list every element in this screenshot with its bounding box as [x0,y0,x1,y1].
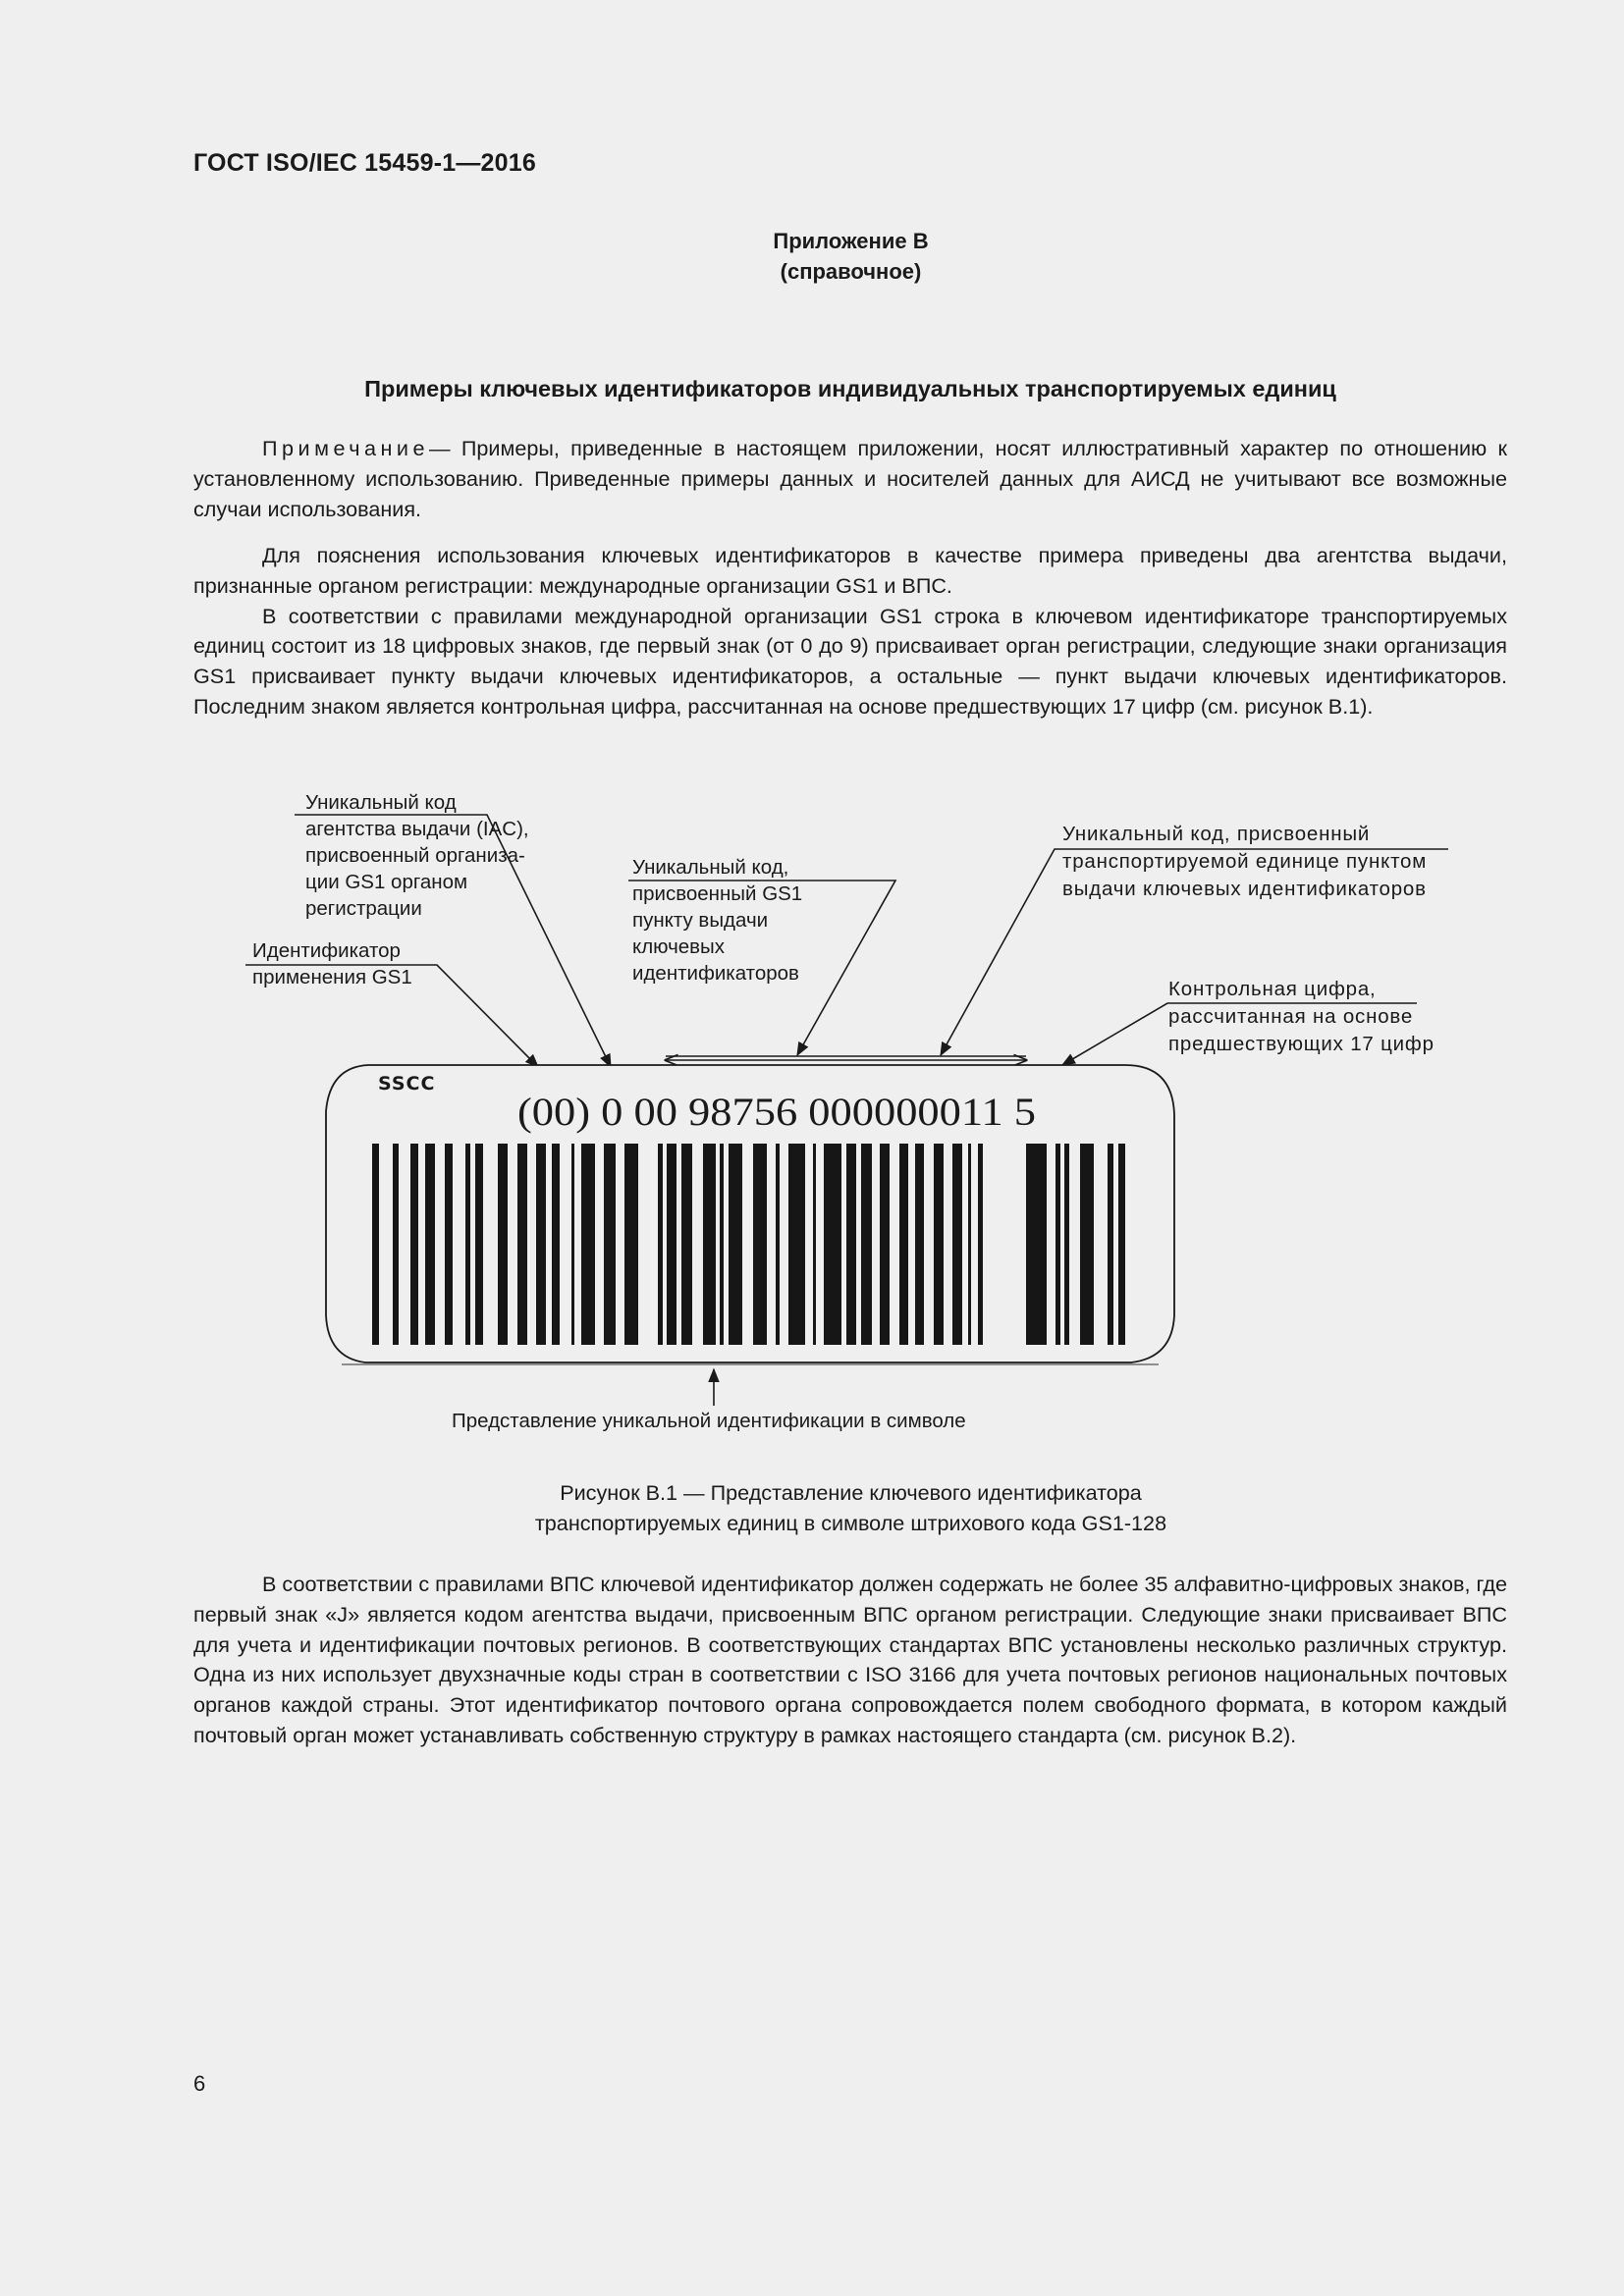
label-company-prefix [628,856,895,1055]
svg-text:применения GS1: применения GS1 [252,966,412,988]
svg-text:ключевых: ключевых [632,935,726,958]
svg-text:выдачи ключевых идентификаторо: выдачи ключевых идентификаторов [1062,878,1427,900]
svg-text:рассчитанная на основе: рассчитанная на основе [1168,1005,1414,1028]
annex-type: (справочное) [780,259,922,284]
figure-caption-line1: Рисунок В.1 — Представление ключевого идентификатора [560,1480,1142,1505]
svg-text:Контрольная цифра,: Контрольная цифра, [1168,978,1377,1000]
svg-text:Уникальный код, присвоенный: Уникальный код, присвоенный [1062,823,1371,845]
label-iac [295,791,611,1067]
note-text: — Примеры, приведенные в настоящем приложении, носят иллюстративный характер по отношению к установленному использованию. Приведенные примеры данных и носителей данных для АИСД не учитывают все возможные случаи использования. [193,436,1507,521]
human-readable-text: (00) 0 00 98756 000000011 5 [517,1090,1036,1134]
paragraph-2: В соответствии с правилами международной организации GS1 строка в ключевом идентификаторе транспортируемых единиц состоит из 18 цифровых знаков, где первый знак (от 0 до 9) присваивает орган регистрации, следующие знаки организация GS1 присваивает пункту выдачи ключевых идентификаторов, а остальные — пункт выдачи ключевых идентификаторов. Последним знаком является контрольная цифра, рассчитанная на основе предшествующих 17 цифр (см. рисунок В.1). [193,603,1507,719]
svg-text:пункту выдачи: пункту выдачи [632,909,769,932]
label-check-digit [1062,978,1435,1065]
section-title: Примеры ключевых идентификаторов индивидуальных транспортируемых единиц [364,376,1336,401]
svg-text:присвоенный GS1: присвоенный GS1 [632,882,803,905]
paragraph-1: Для пояснения использования ключевых идентификаторов в качестве примера приведены два агентства выдачи, признанные органом регистрации: международные организации GS1 и ВПС. [193,543,1507,598]
svg-text:Уникальный код: Уникальный код [305,791,457,814]
svg-text:ции GS1 органом: ции GS1 органом [305,871,468,893]
paragraph-3: В соответствии с правилами ВПС ключевой идентификатор должен содержать не более 35 алфавитно-цифровых знаков, где первый знак «J» является кодом агентства выдачи, присвоенным ВПС органом регистрации. Следующие знаки присваивает ВПС для учета и идентификации почтовых регионов. В соответствующих стандартах ВПС установлены несколько различных структур. Одна из них использует двухзначные коды стран в соответствии с ISO 3166 для учета почтовых регионов национальных почтовых органов каждой страны. Этот идентификатор почтового органа сопровождается полем свободного формата, в котором каждый почтовый орган может устанавливать собственную структуру в рамках настоящего стандарта (см. рисунок В.2). [193,1572,1507,1747]
page-number: 6 [193,2071,206,2096]
label-application-identifier [245,939,538,1067]
svg-text:Уникальный код,: Уникальный код, [632,856,789,879]
svg-text:агентства выдачи (IAC),: агентства выдачи (IAC), [305,818,529,840]
body-text-bottom [193,1570,1507,1751]
document-header: ГОСТ ISO/IEC 15459-1—2016 [193,149,536,177]
sscc-label: SSCC [378,1073,436,1095]
svg-text:транспортируемой единице пункт: транспортируемой единице пунктом [1062,850,1428,873]
figure-caption-line2: транспортируемых единиц в символе штрихового кода GS1-128 [534,1511,1167,1535]
svg-text:предшествующих 17 цифр: предшествующих 17 цифр [1168,1033,1435,1055]
note-label: Примечание [262,436,429,460]
svg-text:Идентификатор: Идентификатор [252,939,401,962]
svg-text:присвоенный организа-: присвоенный организа- [305,844,525,867]
label-symbol-representation: Представление уникальной идентификации в символе [452,1410,966,1432]
annex-title: Приложение В [773,229,929,253]
svg-text:идентификаторов: идентификаторов [632,962,799,985]
svg-text:регистрации: регистрации [305,897,422,920]
